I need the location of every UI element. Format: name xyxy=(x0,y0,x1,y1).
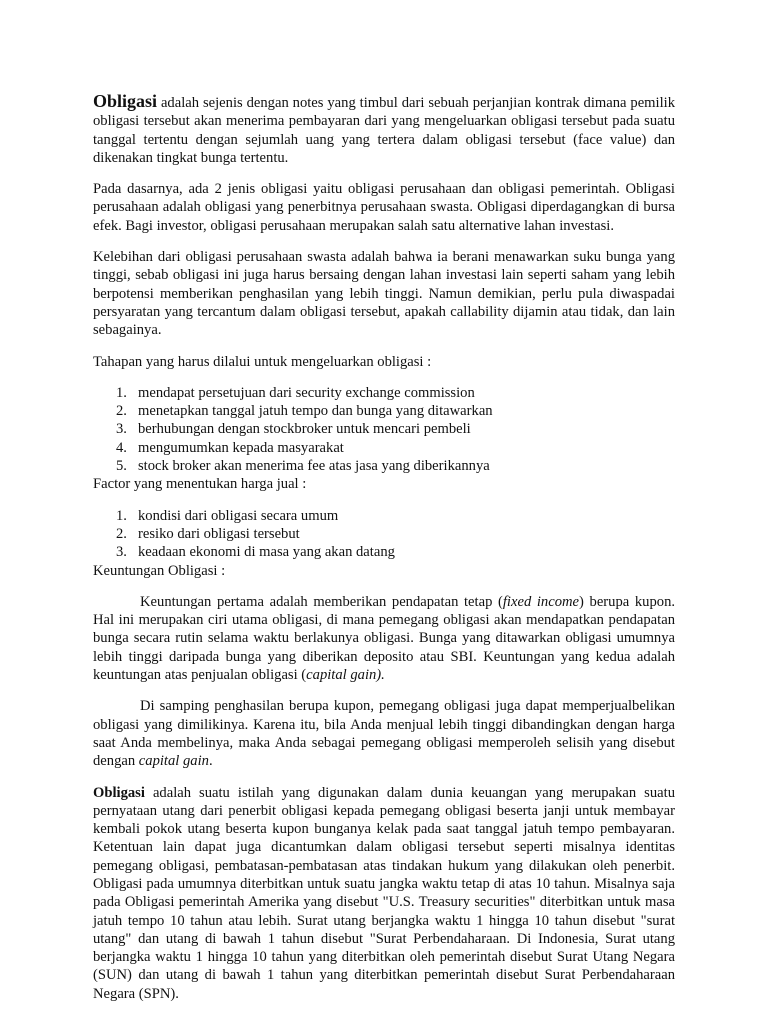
benefit-first-text-b: ) berupa kupon. Hal ini merupakan ciri utama obligasi, di mana pemegang obligasi akan mendapatkan pendapatan bunga secara rutin selama waktu berlakunya obligasi. Bunga yang ditawarkan obligasi umumnya lebih tinggi daripada bunga yang diberikan deposito atau SBI. Keuntungan yang kedua adalah keuntungan atas penjualan obligasi ( xyxy=(93,593,676,684)
list-item-text: mendapat persetujuan dari security exchange commission xyxy=(138,384,475,401)
capital-gain-term: capital gain). xyxy=(306,667,385,684)
benefit-first-text-a: Keuntungan pertama adalah memberikan pendapatan tetap ( xyxy=(140,593,503,610)
benefit-second-paragraph xyxy=(93,697,675,770)
definition-term: Obligasi xyxy=(93,784,145,801)
list-item xyxy=(93,384,675,402)
list-item xyxy=(93,439,675,457)
benefit-first-paragraph xyxy=(93,593,675,684)
list-item-number: 2. xyxy=(116,403,127,420)
factors-list xyxy=(93,507,675,562)
definition-paragraph xyxy=(93,784,675,1004)
list-item-text: menetapkan tanggal jatuh tempo dan bunga yang ditawarkan xyxy=(138,403,493,420)
intro-term: Obligasi xyxy=(93,91,158,111)
fixed-income-term: fixed income xyxy=(502,593,580,610)
advantages-paragraph: Kelebihan dari obligasi perusahaan swasta adalah bahwa ia berani menawarkan suku bunga yang tinggi, sebab obligasi ini juga harus bersaing dengan lahan investasi lain seperti saham yang lebih berpotensi memberikan penghasilan yang lebih tinggi. Namun demikian, perlu pula diwaspadai persyaratan yang tercantum dalam obligasi tersebut, apakah callability dijamin atau tidak, dan lain sebagainya. xyxy=(93,249,675,339)
list-item-text: kondisi dari obligasi secara umum xyxy=(138,507,339,524)
document-page xyxy=(93,92,675,1016)
steps-heading: Tahapan yang harus dilalui untuk mengeluarkan obligasi : xyxy=(93,353,432,370)
list-item xyxy=(93,420,675,438)
list-item-number: 4. xyxy=(116,439,127,456)
list-item-text: mengumumkan kepada masyarakat xyxy=(138,439,344,456)
benefit-second-text-b: . xyxy=(208,753,213,770)
intro-paragraph xyxy=(93,92,675,167)
list-item-number: 1. xyxy=(116,384,127,401)
benefit-second-text-a: Di samping penghasilan berupa kupon, pemegang obligasi juga dapat memperjualbelikan obligasi yang dimilikinya. Karena itu, bila Anda menjual lebih tinggi dibandingkan dengan harga saat Anda membelinya, maka Anda sebagai pemegang obligasi memperoleh selisih yang disebut dengan xyxy=(93,698,675,770)
list-item-text: keadaan ekonomi di masa yang akan datang xyxy=(138,544,395,561)
list-item-text: resiko dari obligasi tersebut xyxy=(138,525,300,542)
list-item-number: 5. xyxy=(116,458,127,475)
list-item-number: 3. xyxy=(116,421,127,438)
steps-list xyxy=(93,384,675,475)
factors-heading: Factor yang menentukan harga jual : xyxy=(93,476,307,493)
list-item xyxy=(93,543,675,561)
list-item-text: stock broker akan menerima fee atas jasa yang diberikannya xyxy=(138,458,490,475)
list-item xyxy=(93,525,675,543)
list-item-number: 2. xyxy=(116,525,127,542)
list-item-number: 3. xyxy=(116,544,127,561)
list-item xyxy=(93,457,675,475)
list-item-text: berhubungan dengan stockbroker untuk mencari pembeli xyxy=(138,421,471,438)
capital-gain-term-2: capital gain xyxy=(138,753,209,770)
list-item-number: 1. xyxy=(116,507,127,524)
benefits-heading: Keuntungan Obligasi : xyxy=(93,562,226,579)
list-item xyxy=(93,507,675,525)
types-paragraph: Pada dasarnya, ada 2 jenis obligasi yaitu obligasi perusahaan dan obligasi pemerintah. Obligasi perusahaan adalah obligasi yang penerbitnya perusahaan swasta. Obligasi diperdagangkan di bursa efek. Bagi investor, obligasi perusahaan merupakan salah satu alternative lahan investasi. xyxy=(93,181,675,234)
list-item xyxy=(93,402,675,420)
intro-text: adalah sejenis dengan notes yang timbul dari sebuah perjanjian kontrak dimana pemilik obligasi tersebut akan menerima pembayaran dari yang mengeluarkan obligasi tersebut pada suatu tanggal tertentu dengan sejumlah uang yang tertera dalam obligasi tersebut (face value) dan dikenakan tingkat bunga tertentu. xyxy=(93,95,675,166)
definition-text: adalah suatu istilah yang digunakan dalam dunia keuangan yang merupakan suatu pernyataan utang dari penerbit obligasi kepada pemegang obligasi beserta janji untuk membayar kembali pokok utang beserta kupon bunganya kelak pada saat tanggal jatuh tempo pembayaran. Ketentuan lain dapat juga dicantumkan dalam obligasi tersebut seperti misalnya identitas pemegang obligasi, pembatasan-pembatasan atas tindakan hukum yang dilakukan oleh penerbit. Obligasi pada umumnya diterbitkan untuk suatu jangka waktu tetap di atas 10 tahun. Misalnya saja pada Obligasi pemerintah Amerika yang disebut "U.S. Treasury securities" diterbitkan untuk masa jatuh tempo 10 tahun atau lebih. Surat utang berjangka waktu 1 hingga 10 tahun disebut "surat utang" dan utang di bawah 1 tahun disebut "Surat Perbendaharaan. Di Indonesia, Surat utang berjangka waktu 1 hingga 10 tahun yang diterbitkan oleh pemerintah disebut Surat Utang Negara (SUN) dan utang di bawah 1 tahun yang diterbitkan pemerintah disebut Surat Perbendaharaan Negara (SPN). xyxy=(93,784,675,1002)
